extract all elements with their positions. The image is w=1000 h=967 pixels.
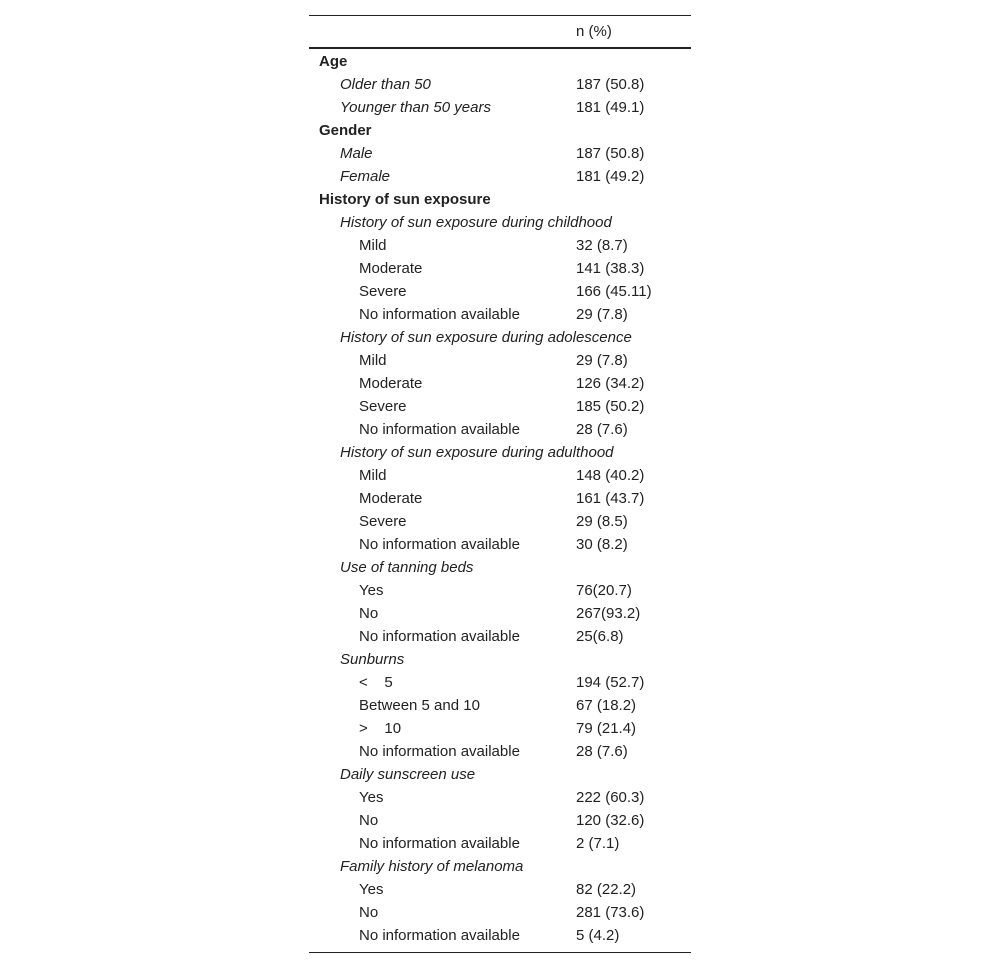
row-value: 141 (38.3) xyxy=(576,260,645,277)
row-label: No xyxy=(359,605,379,622)
row-label: No information available xyxy=(359,628,520,645)
row-label: History of sun exposure xyxy=(319,191,491,208)
row-label: Severe xyxy=(359,283,407,300)
row-value: 67 (18.2) xyxy=(576,697,637,714)
table-row xyxy=(309,234,691,257)
row-label: Gender xyxy=(319,122,372,139)
row-label: No information available xyxy=(359,421,520,438)
row-label: Severe xyxy=(359,513,407,530)
row-value: 28 (7.6) xyxy=(576,743,628,760)
subsection-row xyxy=(309,556,691,579)
table-body xyxy=(309,49,691,947)
row-label: History of sun exposure during childhood xyxy=(340,214,612,231)
row-label: Moderate xyxy=(359,375,423,392)
row-label: Younger than 50 years xyxy=(340,99,491,116)
table-row xyxy=(309,625,691,648)
row-label: Mild xyxy=(359,467,387,484)
row-label: History of sun exposure during adolescence xyxy=(340,329,632,346)
row-value: 29 (7.8) xyxy=(576,352,628,369)
row-label: Use of tanning beds xyxy=(340,559,474,576)
table-row xyxy=(309,280,691,303)
row-value: 126 (34.2) xyxy=(576,375,645,392)
row-label: Family history of melanoma xyxy=(340,858,524,875)
table-row xyxy=(309,832,691,855)
subsection-row xyxy=(309,855,691,878)
row-label: Mild xyxy=(359,237,387,254)
subsection-row xyxy=(309,648,691,671)
table-row xyxy=(309,901,691,924)
section-row xyxy=(309,119,691,142)
row-label: No information available xyxy=(359,306,520,323)
row-value: 281 (73.6) xyxy=(576,904,645,921)
table-row xyxy=(309,694,691,717)
table-row xyxy=(309,395,691,418)
row-value: 267(93.2) xyxy=(576,605,641,622)
row-label: No information available xyxy=(359,927,520,944)
table-row xyxy=(309,602,691,625)
table-row xyxy=(309,464,691,487)
subsection-row xyxy=(309,763,691,786)
row-value: 25(6.8) xyxy=(576,628,624,645)
row-value: 187 (50.8) xyxy=(576,76,645,93)
row-value: 185 (50.2) xyxy=(576,398,645,415)
table-row xyxy=(309,809,691,832)
row-label: History of sun exposure during adulthood xyxy=(340,444,614,461)
row-value: 29 (8.5) xyxy=(576,513,628,530)
row-label: Age xyxy=(319,53,348,70)
row-label: Daily sunscreen use xyxy=(340,766,476,783)
row-label: Yes xyxy=(359,582,384,599)
row-label: Sunburns xyxy=(340,651,405,668)
row-value: 222 (60.3) xyxy=(576,789,645,806)
row-label: No information available xyxy=(359,835,520,852)
row-label: No xyxy=(359,904,379,921)
row-label: Female xyxy=(340,168,391,185)
subsection-row xyxy=(309,441,691,464)
table-row xyxy=(309,418,691,441)
row-label: Yes xyxy=(359,789,384,806)
table-bottom-rule xyxy=(309,952,691,953)
table-row xyxy=(309,579,691,602)
row-value: 5 (4.2) xyxy=(576,927,620,944)
table-header xyxy=(309,16,691,49)
table-row xyxy=(309,924,691,947)
table-row xyxy=(309,878,691,901)
subsection-row xyxy=(309,326,691,349)
table-row xyxy=(309,510,691,533)
row-label: Moderate xyxy=(359,490,423,507)
table-row xyxy=(309,303,691,326)
data-table xyxy=(309,15,691,953)
row-value: 82 (22.2) xyxy=(576,881,637,898)
subsection-row xyxy=(309,211,691,234)
row-value: 148 (40.2) xyxy=(576,467,645,484)
table-row xyxy=(309,257,691,280)
table-row xyxy=(309,671,691,694)
row-value: 181 (49.2) xyxy=(576,168,645,185)
table-row xyxy=(309,349,691,372)
subsection-row xyxy=(309,142,691,165)
row-value: 29 (7.8) xyxy=(576,306,628,323)
row-label: Moderate xyxy=(359,260,423,277)
section-row xyxy=(309,188,691,211)
row-label: Between 5 and 10 xyxy=(359,697,480,714)
row-label: Severe xyxy=(359,398,407,415)
column-header-n-percent: n (%) xyxy=(576,23,612,40)
row-value: 181 (49.1) xyxy=(576,99,645,116)
table-row xyxy=(309,786,691,809)
row-label: No information available xyxy=(359,536,520,553)
row-value: 2 (7.1) xyxy=(576,835,620,852)
row-value: 32 (8.7) xyxy=(576,237,628,254)
row-value: 28 (7.6) xyxy=(576,421,628,438)
table-row xyxy=(309,717,691,740)
row-value: 161 (43.7) xyxy=(576,490,645,507)
row-value: 79 (21.4) xyxy=(576,720,637,737)
row-label: Mild xyxy=(359,352,387,369)
row-value: 76(20.7) xyxy=(576,582,632,599)
row-value: 187 (50.8) xyxy=(576,145,645,162)
row-label: > 10 xyxy=(359,720,402,737)
table-row xyxy=(309,740,691,763)
subsection-row xyxy=(309,96,691,119)
row-value: 30 (8.2) xyxy=(576,536,628,553)
row-value: 120 (32.6) xyxy=(576,812,645,829)
row-label: Yes xyxy=(359,881,384,898)
subsection-row xyxy=(309,165,691,188)
table-row xyxy=(309,533,691,556)
row-label: No information available xyxy=(359,743,520,760)
subsection-row xyxy=(309,73,691,96)
section-row xyxy=(309,50,691,73)
row-value: 194 (52.7) xyxy=(576,674,645,691)
row-value: 166 (45.11) xyxy=(576,283,652,300)
row-label: < 5 xyxy=(359,674,393,691)
table-row xyxy=(309,372,691,395)
row-label: Male xyxy=(340,145,373,162)
row-label: No xyxy=(359,812,379,829)
table-row xyxy=(309,487,691,510)
row-label: Older than 50 xyxy=(340,76,431,93)
